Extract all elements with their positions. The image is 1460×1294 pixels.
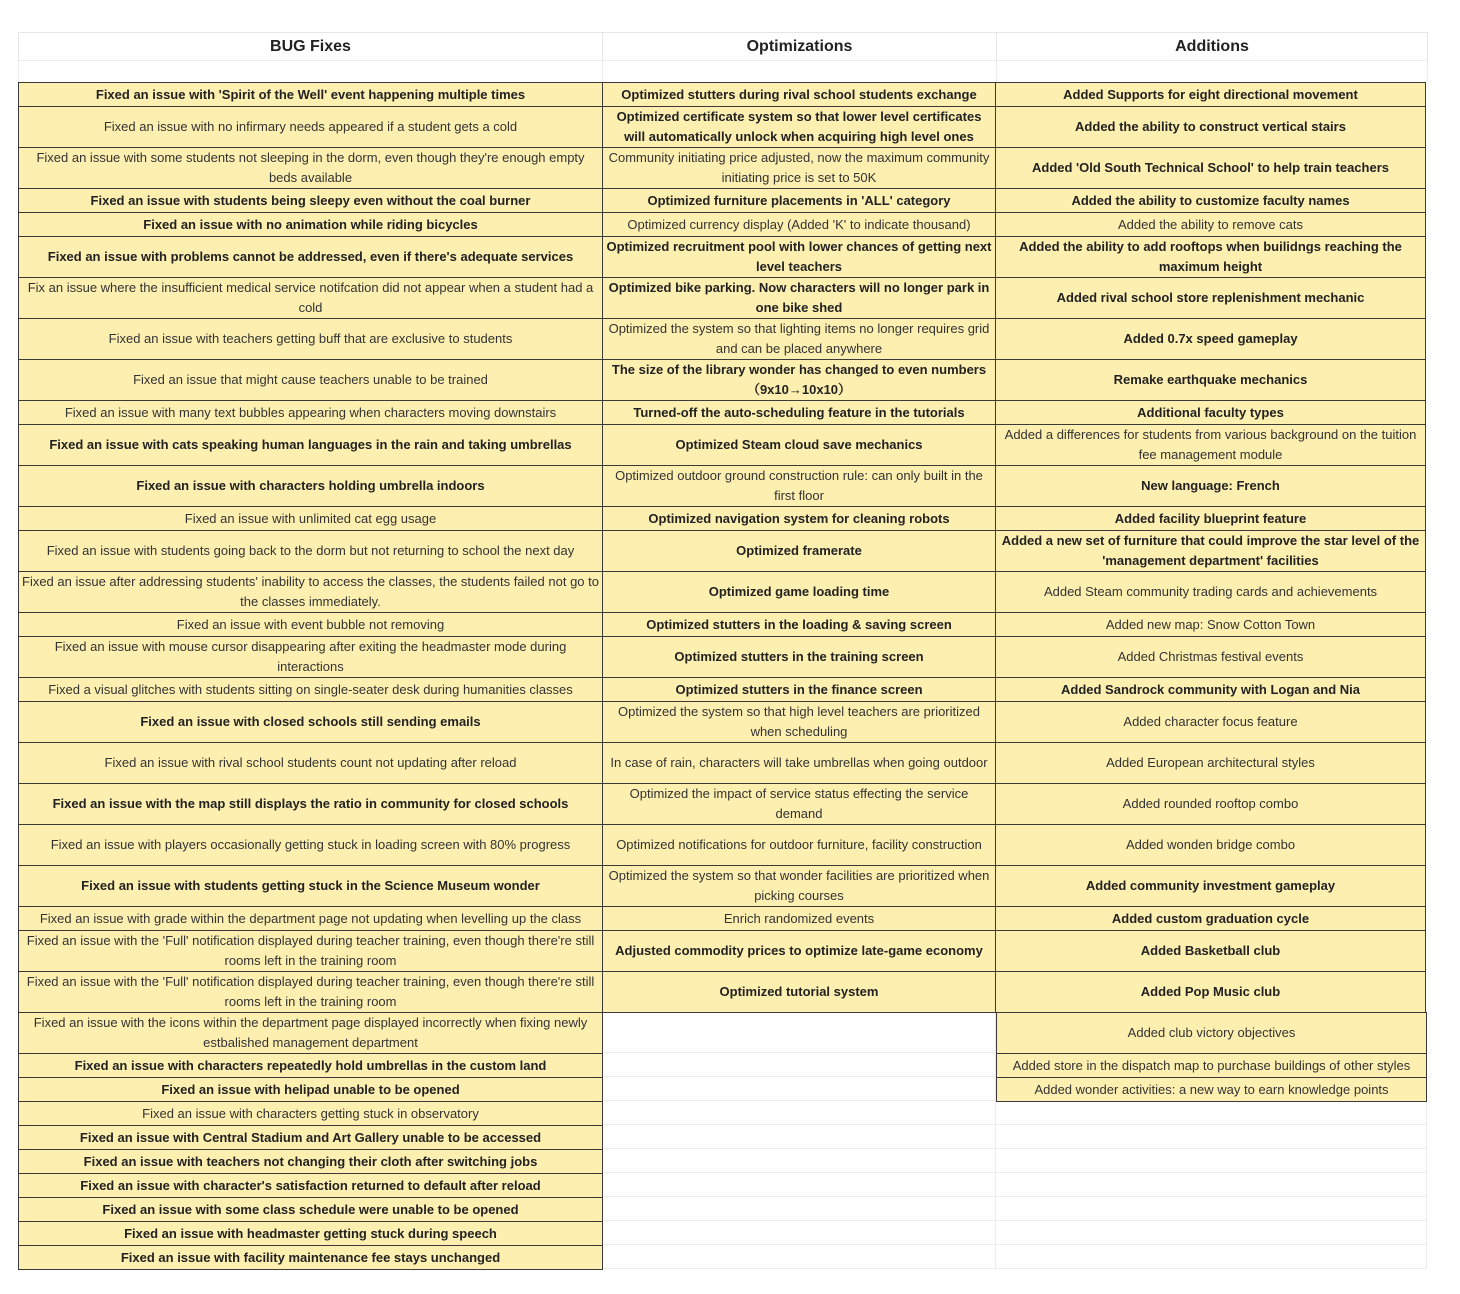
bug-fix-cell[interactable]: Fixed an issue with cats speaking human languages in the rain and taking umbrellas	[18, 424, 603, 466]
bug-fix-cell[interactable]: Fixed an issue with no infirmary needs appeared if a student gets a cold	[18, 106, 603, 148]
optimization-cell[interactable]: In case of rain, characters will take umbrellas when going outdoor	[602, 742, 996, 784]
optimization-cell[interactable]: Optimized certificate system so that lower level certificates will automatically unlock when acquiring high level ones	[602, 106, 996, 148]
bug-fix-cell[interactable]: Fixed an issue with helipad unable to be opened	[18, 1077, 603, 1102]
bug-fix-cell[interactable]: Fixed an issue with event bubble not removing	[18, 612, 603, 637]
table-body	[18, 82, 1428, 1269]
addition-cell[interactable]: Added rival school store replenishment mechanic	[995, 277, 1426, 319]
addition-cell[interactable]: Added Pop Music club	[995, 971, 1426, 1013]
empty-cell[interactable]	[602, 1012, 996, 1053]
empty-cell[interactable]	[996, 1245, 1427, 1269]
addition-cell[interactable]: Added custom graduation cycle	[995, 906, 1426, 931]
table-row	[18, 318, 1428, 359]
optimization-cell[interactable]: The size of the library wonder has changed to even numbers（9x10→10x10）	[602, 359, 996, 401]
bug-fix-cell[interactable]: Fixed an issue with headmaster getting stuck during speech	[18, 1221, 603, 1246]
table-row	[18, 677, 1428, 701]
table-row	[18, 742, 1428, 783]
addition-cell[interactable]: Added Sandrock community with Logan and Nia	[995, 677, 1426, 702]
bug-fix-cell[interactable]: Fixed an issue with students going back to the dorm but not returning to school the next day	[18, 530, 603, 572]
table-row	[18, 1245, 1428, 1269]
addition-cell[interactable]: Added club victory objectives	[996, 1012, 1427, 1054]
table-row	[18, 783, 1428, 824]
addition-cell[interactable]: Added facility blueprint feature	[995, 506, 1426, 531]
table-row	[18, 930, 1428, 971]
blank-cell[interactable]	[997, 60, 1428, 82]
optimization-cell[interactable]: Optimized stutters during rival school students exchange	[602, 82, 996, 107]
blank-row	[18, 60, 1428, 82]
optimization-cell[interactable]: Optimized notifications for outdoor furniture, facility construction	[602, 824, 996, 866]
table-row	[18, 1077, 1428, 1101]
bug-fix-cell[interactable]: Fixed an issue with closed schools still sending emails	[18, 701, 603, 743]
optimization-cell[interactable]: Community initiating price adjusted, now the maximum community initiating price is set to 50K	[602, 147, 996, 189]
bug-fix-cell[interactable]: Fixed an issue with some class schedule were unable to be opened	[18, 1197, 603, 1222]
table-row	[18, 612, 1428, 636]
addition-cell[interactable]: Added the ability to add rooftops when builidngs reaching the maximum height	[995, 236, 1426, 278]
optimization-cell[interactable]: Optimized framerate	[602, 530, 996, 572]
bug-fix-cell[interactable]: Fixed an issue with students being sleepy even without the coal burner	[18, 188, 603, 213]
addition-cell[interactable]: Added 0.7x speed gameplay	[995, 318, 1426, 360]
header-row	[18, 32, 1428, 60]
addition-cell[interactable]: Added rounded rooftop combo	[995, 783, 1426, 825]
empty-cell[interactable]	[602, 1173, 996, 1197]
optimization-cell[interactable]: Optimized the system so that high level teachers are prioritized when scheduling	[602, 701, 996, 743]
addition-cell[interactable]: Added community investment gameplay	[995, 865, 1426, 907]
bug-fix-cell[interactable]: Fixed an issue that might cause teachers unable to be trained	[18, 359, 603, 401]
table-row	[18, 236, 1428, 277]
table-row	[18, 1149, 1428, 1173]
addition-cell[interactable]: Added Christmas festival events	[995, 636, 1426, 678]
bug-fix-cell[interactable]: Fixed an issue with character's satisfaction returned to default after reload	[18, 1173, 603, 1198]
bug-fix-cell[interactable]: Fixed an issue with teachers not changing their cloth after switching jobs	[18, 1149, 603, 1174]
table-row	[18, 82, 1428, 106]
table-row	[18, 865, 1428, 906]
optimization-cell[interactable]: Optimized currency display (Added 'K' to indicate thousand)	[602, 212, 996, 237]
addition-cell[interactable]: Added store in the dispatch map to purchase buildings of other styles	[996, 1053, 1427, 1078]
table-row	[18, 188, 1428, 212]
bug-fix-cell[interactable]: Fixed a visual glitches with students sitting on single-seater desk during humanities classes	[18, 677, 603, 702]
empty-cell[interactable]	[996, 1101, 1427, 1125]
empty-cell[interactable]	[602, 1077, 996, 1101]
changelog-table	[18, 32, 1428, 1269]
table-row	[18, 1101, 1428, 1125]
addition-cell[interactable]: Added new map: Snow Cotton Town	[995, 612, 1426, 637]
table-row	[18, 465, 1428, 506]
optimization-cell[interactable]: Optimized stutters in the training screen	[602, 636, 996, 678]
addition-cell[interactable]: Added 'Old South Technical School' to help train teachers	[995, 147, 1426, 189]
optimization-cell[interactable]: Optimized the impact of service status effecting the service demand	[602, 783, 996, 825]
bug-fix-cell[interactable]: Fixed an issue with characters getting stuck in observatory	[18, 1101, 603, 1126]
table-row	[18, 906, 1428, 930]
bug-fix-cell[interactable]: Fixed an issue with some students not sleeping in the dorm, even though they're enough empty beds available	[18, 147, 603, 189]
addition-cell[interactable]: Added a differences for students from various background on the tuition fee management module	[995, 424, 1426, 466]
table-row	[18, 1053, 1428, 1077]
header-additions[interactable]: Additions	[997, 32, 1428, 60]
table-row	[18, 212, 1428, 236]
blank-cell[interactable]	[18, 60, 603, 82]
table-row	[18, 359, 1428, 400]
optimization-cell[interactable]: Turned-off the auto-scheduling feature in the tutorials	[602, 400, 996, 425]
table-row	[18, 106, 1428, 147]
table-row	[18, 571, 1428, 612]
addition-cell[interactable]: Added wonden bridge combo	[995, 824, 1426, 866]
bug-fix-cell[interactable]: Fixed an issue with unlimited cat egg usage	[18, 506, 603, 531]
bug-fix-cell[interactable]: Fixed an issue with many text bubbles appearing when characters moving downstairs	[18, 400, 603, 425]
optimization-cell[interactable]: Optimized game loading time	[602, 571, 996, 613]
bug-fix-cell[interactable]: Fixed an issue with students getting stuck in the Science Museum wonder	[18, 865, 603, 907]
optimization-cell[interactable]: Optimized stutters in the finance screen	[602, 677, 996, 702]
addition-cell[interactable]: Added the ability to remove cats	[995, 212, 1426, 237]
empty-cell[interactable]	[996, 1221, 1427, 1245]
header-bug-fixes[interactable]: BUG Fixes	[18, 32, 603, 60]
empty-cell[interactable]	[602, 1101, 996, 1125]
empty-cell[interactable]	[602, 1221, 996, 1245]
blank-cell[interactable]	[603, 60, 997, 82]
addition-cell[interactable]: Added Supports for eight directional movement	[995, 82, 1426, 107]
header-optimizations[interactable]: Optimizations	[603, 32, 997, 60]
bug-fix-cell[interactable]: Fixed an issue with characters repeatedly hold umbrellas in the custom land	[18, 1053, 603, 1078]
table-row	[18, 506, 1428, 530]
table-row	[18, 1197, 1428, 1221]
table-row	[18, 701, 1428, 742]
addition-cell[interactable]: Added European architectural styles	[995, 742, 1426, 784]
bug-fix-cell[interactable]: Fixed an issue with no animation while riding bicycles	[18, 212, 603, 237]
bug-fix-cell[interactable]: Fixed an issue with characters holding umbrella indoors	[18, 465, 603, 507]
empty-cell[interactable]	[602, 1245, 996, 1269]
addition-cell[interactable]: New language: French	[995, 465, 1426, 507]
empty-cell[interactable]	[602, 1125, 996, 1149]
bug-fix-cell[interactable]: Fixed an issue with the 'Full' notification displayed during teacher training, even though there're still rooms left in the training room	[18, 971, 603, 1013]
bug-fix-cell[interactable]: Fixed an issue with rival school students count not updating after reload	[18, 742, 603, 784]
table-row	[18, 971, 1428, 1012]
optimization-cell[interactable]: Optimized the system so that lighting items no longer requires grid and can be placed anywhere	[602, 318, 996, 360]
optimization-cell[interactable]: Optimized Steam cloud save mechanics	[602, 424, 996, 466]
optimization-cell[interactable]: Optimized the system so that wonder facilities are prioritized when picking courses	[602, 865, 996, 907]
optimization-cell[interactable]: Optimized outdoor ground construction rule: can only built in the first floor	[602, 465, 996, 507]
addition-cell[interactable]: Added the ability to customize faculty names	[995, 188, 1426, 213]
table-row	[18, 1012, 1428, 1053]
empty-cell[interactable]	[602, 1149, 996, 1173]
optimization-cell[interactable]: Adjusted commodity prices to optimize late-game economy	[602, 930, 996, 972]
bug-fix-cell[interactable]: Fixed an issue with Central Stadium and Art Gallery unable to be accessed	[18, 1125, 603, 1150]
table-row	[18, 824, 1428, 865]
bug-fix-cell[interactable]: Fixed an issue with the map still displays the ratio in community for closed schools	[18, 783, 603, 825]
addition-cell[interactable]: Added Steam community trading cards and achievements	[995, 571, 1426, 613]
table-row	[18, 530, 1428, 571]
optimization-cell[interactable]: Optimized bike parking. Now characters will no longer park in one bike shed	[602, 277, 996, 319]
bug-fix-cell[interactable]: Fixed an issue with grade within the department page not updating when levelling up the class	[18, 906, 603, 931]
addition-cell[interactable]: Added Basketball club	[995, 930, 1426, 972]
optimization-cell[interactable]: Optimized stutters in the loading & saving screen	[602, 612, 996, 637]
bug-fix-cell[interactable]: Fixed an issue with players occasionally getting stuck in loading screen with 80% progress	[18, 824, 603, 866]
bug-fix-cell[interactable]: Fixed an issue with the 'Full' notification displayed during teacher training, even though there're still rooms left in the training room	[18, 930, 603, 972]
addition-cell[interactable]: Added character focus feature	[995, 701, 1426, 743]
bug-fix-cell[interactable]: Fix an issue where the insufficient medical service notifcation did not appear when a student had a cold	[18, 277, 603, 319]
bug-fix-cell[interactable]: Fixed an issue with problems cannot be addressed, even if there's adequate services	[18, 236, 603, 278]
empty-cell[interactable]	[996, 1125, 1427, 1149]
empty-cell[interactable]	[602, 1053, 996, 1077]
table-row	[18, 1221, 1428, 1245]
bug-fix-cell[interactable]: Fixed an issue with 'Spirit of the Well' event happening multiple times	[18, 82, 603, 107]
optimization-cell[interactable]: Optimized recruitment pool with lower chances of getting next level teachers	[602, 236, 996, 278]
table-row	[18, 1125, 1428, 1149]
empty-cell[interactable]	[996, 1149, 1427, 1173]
bug-fix-cell[interactable]: Fixed an issue with facility maintenance fee stays unchanged	[18, 1245, 603, 1270]
table-row	[18, 400, 1428, 424]
table-row	[18, 424, 1428, 465]
addition-cell[interactable]: Added wonder activities: a new way to earn knowledge points	[996, 1077, 1427, 1102]
optimization-cell[interactable]: Optimized navigation system for cleaning robots	[602, 506, 996, 531]
table-row	[18, 147, 1428, 188]
table-row	[18, 277, 1428, 318]
optimization-cell[interactable]: Optimized tutorial system	[602, 971, 996, 1013]
bug-fix-cell[interactable]: Fixed an issue with mouse cursor disappearing after exiting the headmaster mode during interactions	[18, 636, 603, 678]
empty-cell[interactable]	[602, 1197, 996, 1221]
addition-cell[interactable]: Added a new set of furniture that could improve the star level of the 'management department' facilities	[995, 530, 1426, 572]
empty-cell[interactable]	[996, 1197, 1427, 1221]
addition-cell[interactable]: Added the ability to construct vertical stairs	[995, 106, 1426, 148]
empty-cell[interactable]	[996, 1173, 1427, 1197]
table-row	[18, 1173, 1428, 1197]
addition-cell[interactable]: Additional faculty types	[995, 400, 1426, 425]
bug-fix-cell[interactable]: Fixed an issue with teachers getting buff that are exclusive to students	[18, 318, 603, 360]
optimization-cell[interactable]: Optimized furniture placements in 'ALL' category	[602, 188, 996, 213]
table-row	[18, 636, 1428, 677]
bug-fix-cell[interactable]: Fixed an issue after addressing students' inability to access the classes, the students failed not go to the classes immediately.	[18, 571, 603, 613]
optimization-cell[interactable]: Enrich randomized events	[602, 906, 996, 931]
bug-fix-cell[interactable]: Fixed an issue with the icons within the department page displayed incorrectly when fixing newly estbalished management department	[18, 1012, 603, 1054]
addition-cell[interactable]: Remake earthquake mechanics	[995, 359, 1426, 401]
